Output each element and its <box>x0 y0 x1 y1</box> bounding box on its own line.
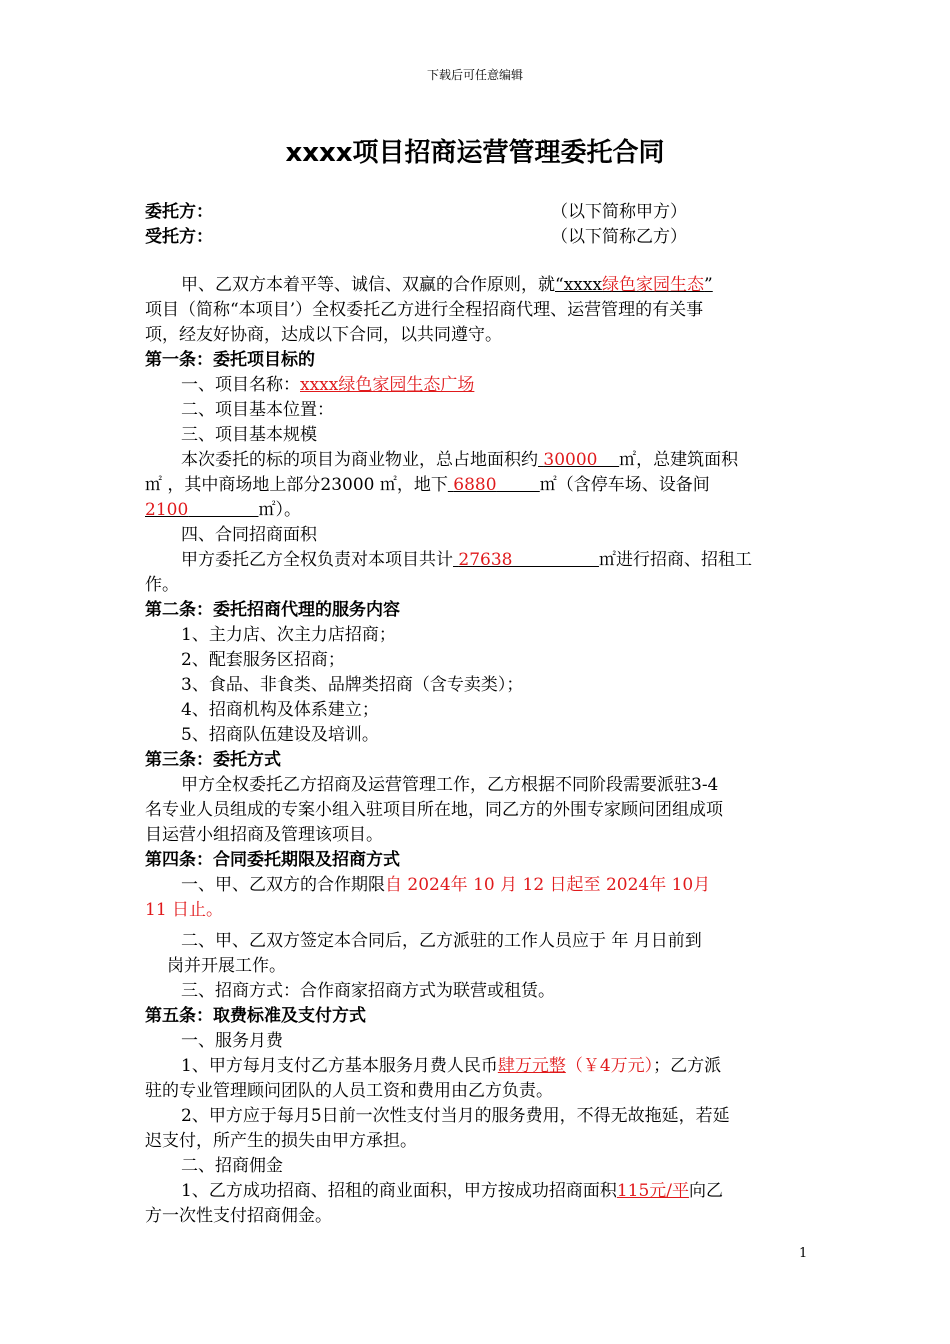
scale-text-5: ㎡）。 <box>258 500 302 520</box>
article-5-heading: 第五条：取费标准及支付方式 <box>145 1006 366 1026</box>
parking-area-value: 2100 <box>145 500 189 520</box>
client-note: （以下简称甲方） <box>551 202 687 222</box>
quote-close: ” <box>704 275 713 295</box>
article-3-line-1: 甲方全权委托乙方招商及运营管理工作，乙方根据不同阶段需要派驻3-4 <box>181 775 719 795</box>
service-item: 4、招商机构及体系建立； <box>181 700 379 720</box>
staff-line-1: 二、甲、乙双方签定本合同后，乙方派驻的工作人员应于 年 月日前到 <box>181 931 702 951</box>
staff-line-2: 岗并开展工作。 <box>167 956 286 976</box>
contract-area-field <box>453 550 599 570</box>
term-line-2: 11 日止。 <box>145 900 224 920</box>
land-area-field <box>538 450 619 470</box>
fee-line-3: 2、甲方应于每月5日前一次性支付当月的服务费用，不得无故拖延，若延 <box>181 1106 730 1126</box>
fee-text-2: ；乙方派 <box>653 1056 722 1076</box>
document-title: xxxx项目招商运营管理委托合同 <box>285 138 665 168</box>
project-name-red: 绿色家园生态 <box>602 275 705 295</box>
article-4-heading: 第四条：合同委托期限及招商方式 <box>145 850 400 870</box>
scale-text-1: 本次委托的标的项目为商业物业，总占地面积约 <box>181 450 538 470</box>
scale-line-3 <box>145 498 810 523</box>
service-item: 3、食品、非食类、品牌类招商（含专卖类）； <box>181 675 524 695</box>
page-number: 1 <box>799 1246 808 1261</box>
contract-area-line <box>145 548 810 573</box>
commission-rate: 115元/平 <box>616 1181 690 1201</box>
article-3-line-3: 目运营小组招商及管理该项目。 <box>145 825 383 845</box>
commission-line-2: 方一次性支付招商佣金。 <box>145 1206 332 1226</box>
land-area-value: 30000 <box>543 450 598 470</box>
commission-text: 1、乙方成功招商、招租的商业面积，甲方按成功招商面积 <box>181 1181 617 1201</box>
service-item: 5、招商队伍建设及培训。 <box>181 725 379 745</box>
contract-area-title: 四、合同招商面积 <box>181 525 317 545</box>
article-3-line-2: 名专业人员组成的专案小组入驻项目所在地，同乙方的外围专家顾问团组成项 <box>145 800 723 820</box>
service-item: 1、主力店、次主力店招商； <box>181 625 396 645</box>
article-2-heading: 第二条：委托招商代理的服务内容 <box>145 600 400 620</box>
commission-text-2: 向乙 <box>689 1181 724 1201</box>
term-line-1 <box>145 873 810 898</box>
scale-text-4: ㎡（含停车场、设备间 <box>539 475 710 495</box>
project-name-value: xxxx绿色家园生态广场 <box>300 375 475 395</box>
scale-text-2: ㎡，总建筑面积 <box>619 450 739 470</box>
contract-area-value: 27638 <box>458 550 513 570</box>
underground-area-field <box>448 475 540 495</box>
contract-area-text-2: ㎡进行招商、招租工 <box>598 550 752 570</box>
fee-text: 1、甲方每月支付乙方基本服务月费人民币 <box>181 1056 498 1076</box>
scale-text-3: ㎡ ，其中商场地上部分23000 ㎡，地下 <box>145 475 448 495</box>
spacer <box>145 250 810 273</box>
project-scale: 三、项目基本规模 <box>181 425 317 445</box>
agent-note: （以下简称乙方） <box>551 227 687 247</box>
fee-line-4: 迟支付，所产生的损失由甲方承担。 <box>145 1131 417 1151</box>
project-name-inline <box>555 275 713 295</box>
contract-area-line-2: 作。 <box>145 575 179 595</box>
article-1-heading: 第一条：委托项目标的 <box>145 350 315 370</box>
agent-label: 受托方： <box>145 227 213 247</box>
intro-line-1 <box>145 273 810 298</box>
intro-line-2: 项目（简称“本项目’）全权委托乙方进行全程招商代理、运营管理的有关事 <box>145 300 704 320</box>
term-dates: 自 2024年 10 月 12 日起至 2024年 10月 <box>385 875 711 895</box>
intro-line-3: 项，经友好协商，达成以下合同，以共同遵守。 <box>145 325 502 345</box>
monthly-fee-title: 一、服务月费 <box>181 1031 283 1051</box>
client-line <box>145 200 810 225</box>
method-line: 三、招商方式：合作商家招商方式为联营或租赁。 <box>181 981 555 1001</box>
parking-area-field <box>145 500 259 520</box>
project-name-line <box>145 373 810 398</box>
commission-line-1 <box>145 1179 810 1204</box>
scale-line-1 <box>145 448 810 473</box>
fee-amount-number: （￥4万元） <box>565 1056 654 1076</box>
scale-line-2 <box>145 473 810 498</box>
quote-open: “xxxx <box>555 275 603 295</box>
service-item: 2、配套服务区招商； <box>181 650 345 670</box>
project-location: 二、项目基本位置： <box>181 400 334 420</box>
project-name-label: 一、项目名称： <box>181 375 300 395</box>
fee-line-1 <box>145 1054 810 1079</box>
underground-area-value: 6880 <box>453 475 497 495</box>
contract-area-text: 甲方委托乙方全权负责对本项目共计 <box>181 550 453 570</box>
term-text: 一、甲、乙双方的合作期限 <box>181 875 385 895</box>
fee-line-2: 驻的专业管理顾问团队的人员工资和费用由乙方负责。 <box>145 1081 553 1101</box>
client-label: 委托方： <box>145 202 213 222</box>
commission-title: 二、招商佣金 <box>181 1156 283 1176</box>
page-header: 下载后可任意编辑 <box>426 68 523 82</box>
intro-text: 甲、乙双方本着平等、诚信、双赢的合作原则，就 <box>181 275 555 295</box>
agent-line <box>145 225 810 250</box>
article-3-heading: 第三条：委托方式 <box>145 750 281 770</box>
document-body <box>145 200 810 1229</box>
fee-amount-words: 肆万元整 <box>497 1056 566 1076</box>
